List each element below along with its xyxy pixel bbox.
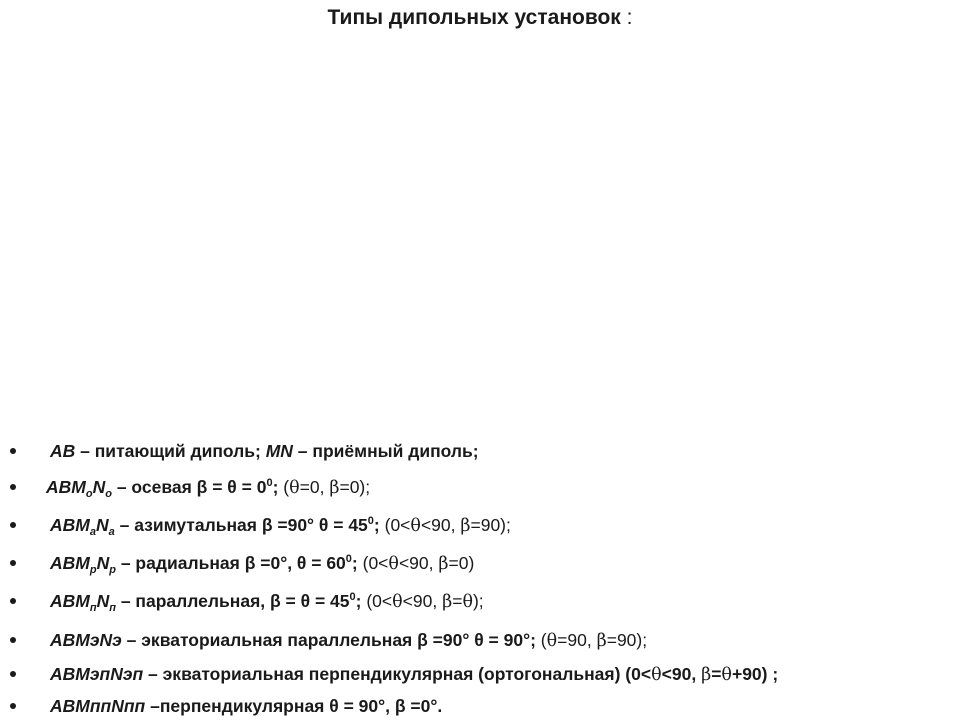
subscript: a [89,526,96,538]
setup-label: N [96,553,110,573]
bullet-dot [10,703,16,709]
condition: =90); [606,630,648,650]
beta-symbol: β [460,516,471,536]
beta-symbol: β [329,478,340,498]
item-desc: – питающий диполь; [75,441,266,461]
condition: (0< [379,515,411,535]
superscript: 0 [367,515,374,527]
theta-symbol: θ [410,516,421,536]
list-item-text [50,553,474,576]
list-item-text [50,696,442,717]
item-desc: ; [351,553,358,573]
subscript: о [85,488,93,500]
slide-title-colon: : [620,6,633,29]
setup-label: N [96,591,110,611]
condition: =0) [448,553,475,573]
setup-label: ABM [50,553,90,573]
bullet-dot [10,448,16,454]
condition: = [452,591,463,611]
list-item-text [50,441,479,462]
list-item-text [50,630,647,651]
list-item [0,696,960,726]
list-item [0,441,960,471]
list-item [0,515,960,545]
condition: ( [535,630,547,650]
list-item [0,591,960,621]
bullet-dot [10,522,16,528]
setup-label: N [92,477,106,497]
subscript: п [89,602,97,614]
superscript: 0 [266,477,273,489]
condition: ( [278,477,290,497]
theta-symbol: θ [546,631,558,651]
beta-symbol: β [442,592,453,612]
setup-label: ABMппNпп [50,696,146,716]
condition: =90, [557,630,597,650]
item-desc: – экваториальная параллельная β =90° θ = 90°; [121,630,536,650]
item-desc: ; [373,515,380,535]
theta-symbol: θ [388,554,399,574]
theta-symbol: θ [651,665,662,685]
subscript: р [109,564,116,576]
theta-symbol: θ [392,592,403,612]
setup-label: ABMэNэ [50,630,122,650]
dipole-ab-label: AB [50,441,76,461]
setup-label: ABMэпNэп [50,664,144,684]
superscript: 0 [349,591,356,603]
slide-title-text: Типы дипольных установок [327,6,621,29]
bullet-dot [10,671,16,677]
theta-symbol: θ [721,665,732,685]
list-item-text [50,515,511,538]
bullet-dot [10,560,16,566]
condition: <90, [398,553,439,573]
beta-symbol: β [596,631,607,651]
theta-symbol: θ [462,592,473,612]
subscript: п [109,602,116,614]
item-desc: – азимутальная β =90° θ = 45 [114,515,368,535]
setup-label: ABM [46,477,86,497]
superscript: 0 [345,553,352,565]
subscript: a [108,526,115,538]
condition: (0< [357,553,389,573]
subscript: о [105,488,112,500]
subscript: р [89,564,97,576]
beta-symbol: β [438,554,449,574]
item-desc: – приёмный диполь; [292,441,479,461]
list-item [0,477,960,507]
condition: ); [472,591,484,611]
item-desc: ; [272,477,279,497]
setup-label: ABM [50,515,90,535]
item-desc: – параллельная, β = θ = 45 [115,591,350,611]
item-desc: <90, [661,664,702,684]
bullet-dot [10,598,16,604]
item-desc: – радиальная β =0°, θ = 60 [115,553,346,573]
item-desc: = [711,664,722,684]
list-item [0,630,960,660]
condition: <90, [402,591,443,611]
condition: =0); [339,477,371,497]
item-desc: ; [355,591,362,611]
list-item-text [46,477,370,500]
bullet-dot [10,637,16,643]
condition: =90); [470,515,511,535]
dipole-mn-label: MN [265,441,293,461]
list-item-text [50,591,484,614]
item-desc: – осевая β = θ = 0 [111,477,267,497]
setup-label: ABM [50,591,90,611]
theta-symbol: θ [289,478,300,498]
setup-label: N [95,515,109,535]
item-desc: – экваториальная перпендикулярная (ортогональная) (0< [143,664,652,684]
list-item [0,553,960,583]
item-desc: –перпендикулярная θ = 90°, β =0°. [145,696,443,716]
bullet-dot [10,484,16,490]
condition: <90, [420,515,461,535]
list-item [0,664,960,694]
condition: =0, [299,477,330,497]
beta-symbol: β [701,665,712,685]
condition: (0< [361,591,393,611]
list-item-text [50,664,778,685]
item-desc: +90) ; [731,664,779,684]
